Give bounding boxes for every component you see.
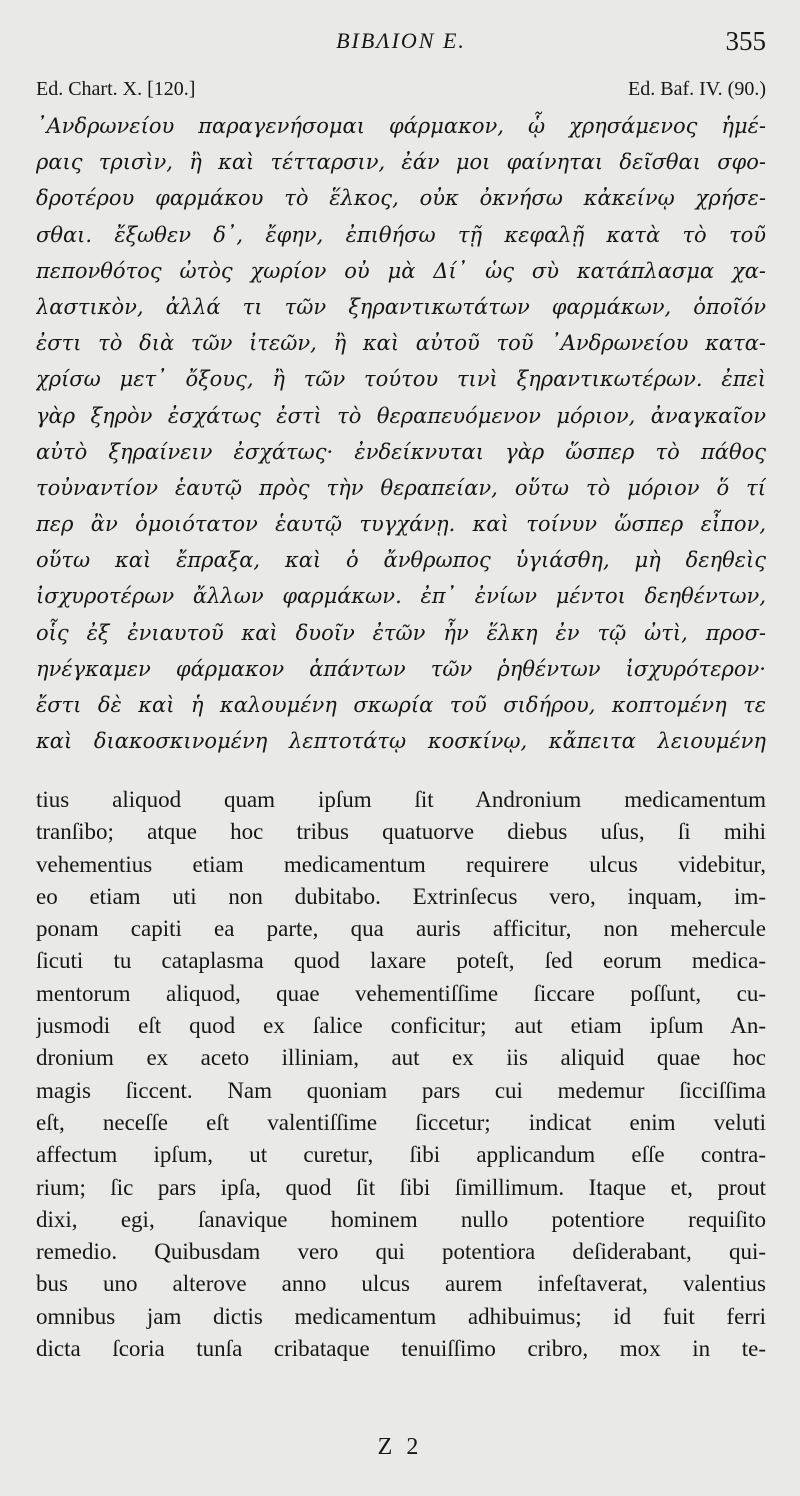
greek-text-line: λαστικὸν, ἀλλά τι τῶν ξηραντικωτάτων φαρμάκων, ὁποῖόν bbox=[36, 294, 766, 319]
greek-text-line: ἐστι τὸ διὰ τῶν ἰτεῶν, ἢ καὶ αὐτοῦ τοῦ ᾿Ανδρωνείου κατα- bbox=[36, 331, 766, 356]
greek-text-line: ραις τρισὶν, ἢ καὶ τέτταρσιν, ἐάν μοι φαίνηται δεῖσθαι σφο- bbox=[36, 150, 766, 175]
printer-signature-mark: Z 2 bbox=[377, 1434, 423, 1460]
latin-text-line: eſt, neceſſe eſt valentiſſime ſiccetur; indicat enim veluti bbox=[36, 1109, 766, 1135]
greek-text-line: πεπονθότος ὠτὸς χωρίον οὐ μὰ Δί᾿ ὡς σὺ κατάπλασμα χα- bbox=[36, 258, 766, 283]
latin-text-line: dronium ex aceto illiniam, aut ex iis aliquid quae hoc bbox=[36, 1045, 766, 1071]
latin-text-line: dicta ſcoria tunſa cribataque tenuiſſimo cribro, mox in te- bbox=[36, 1336, 766, 1362]
latin-text-line: ſicuti tu cataplasma quod laxare poteſt, ſed eorum medica- bbox=[36, 948, 766, 974]
greek-text-line: καὶ διακοσκινομένη λεπτοτάτῳ κοσκίνῳ, κἄπειτα λειουμένη bbox=[36, 729, 766, 754]
latin-text-line: magis ſiccent. Nam quoniam pars cui medemur ſicciſſima bbox=[36, 1077, 766, 1103]
running-head bbox=[36, 28, 766, 64]
latin-text-line: bus uno alterove anno ulcus aurem infeſtaverat, valentius bbox=[36, 1271, 766, 1297]
greek-text-block bbox=[36, 108, 766, 759]
edition-basel-reference: Ed. Baf. IV. (90.) bbox=[628, 78, 766, 100]
greek-text-line: γὰρ ξηρὸν ἐσχάτως ἐστὶ τὸ θεραπευόμενον μόριον, ἀναγκαῖον bbox=[36, 403, 766, 428]
greek-text-line: σθαι. ἔξωθεν δ᾿, ἔφην, ἐπιθήσω τῇ κεφαλῇ κατὰ τὸ τοῦ bbox=[36, 222, 766, 247]
latin-text-line: eo etiam uti non dubitabo. Extrinſecus vero, inquam, im- bbox=[36, 883, 766, 909]
greek-text-line: ἰσχυροτέρων ἄλλων φαρμάκων. ἐπ᾿ ἐνίων μέντοι δεηθέντων, bbox=[36, 584, 766, 609]
greek-text-line: χρίσω μετ᾿ ὄξους, ἢ τῶν τούτου τινὶ ξηραντικωτέρων. ἐπεὶ bbox=[36, 367, 766, 392]
edition-chart-reference: Ed. Chart. X. [120.] bbox=[36, 78, 196, 100]
greek-text-line: οὕτω καὶ ἔπραξα, καὶ ὁ ἄνθρωπος ὑγιάσθη, μὴ δεηθεὶς bbox=[36, 548, 766, 573]
greek-text-line: δροτέρου φαρμάκου τὸ ἕλκος, οὐκ ὀκνήσω κἀκείνῳ χρήσε- bbox=[36, 186, 766, 211]
greek-text-line: τοὐναντίον ἑαυτῷ πρὸς τὴν θεραπείαν, οὕτω τὸ μόριον ὅ τί bbox=[36, 475, 766, 500]
greek-text-line: ηνέγκαμεν φάρμακον ἁπάντων τῶν ῥηθέντων ἰσχυρότερον· bbox=[36, 656, 766, 681]
greek-text-line: οἷς ἐξ ἐνιαυτοῦ καὶ δυοῖν ἐτῶν ἦν ἕλκη ἐν τῷ ὠτὶ, προσ- bbox=[36, 620, 766, 645]
running-title: BIBΛΙΟΝ Ε. bbox=[336, 28, 466, 53]
greek-text-line: ἔστι δὲ καὶ ἡ καλουμένη σκωρία τοῦ σιδήρου, κοπτομένη τε bbox=[36, 693, 766, 717]
latin-text-line: ponam capiti ea parte, qua auris afficitur, non mehercule bbox=[36, 916, 766, 942]
edition-references bbox=[36, 78, 766, 108]
latin-text-line: mentorum aliquod, quae vehementiſſime ſiccare poſſunt, cu- bbox=[36, 980, 766, 1006]
greek-text-line: περ ἂν ὁμοιότατον ἑαυτῷ τυγχάνῃ. καὶ τοίνυν ὥσπερ εἶπον, bbox=[36, 512, 766, 537]
latin-text-line: vehementius etiam medicamentum requirere ulcus videbitur, bbox=[36, 851, 766, 877]
latin-text-line: affectum ipſum, ut curetur, ſibi applicandum eſſe contra- bbox=[36, 1142, 766, 1168]
latin-text-line: dixi, egi, ſanavique hominem nullo potentiore requiſito bbox=[36, 1206, 766, 1232]
latin-text-line: tranſibo; atque hoc tribus quatuorve diebus uſus, ſi mihi bbox=[36, 819, 766, 845]
latin-text-block bbox=[36, 784, 766, 1365]
page-number: 355 bbox=[725, 26, 766, 56]
latin-text-line: jusmodi eſt quod ex ſalice conficitur; aut etiam ipſum An- bbox=[36, 1013, 766, 1039]
latin-text-line: tius aliquod quam ipſum ſit Andronium medicamentum bbox=[36, 787, 766, 812]
latin-text-line: remedio. Quibusdam vero qui potentiora deſiderabant, qui- bbox=[36, 1239, 766, 1265]
latin-text-line: omnibus jam dictis medicamentum adhibuimus; id fuit ferri bbox=[36, 1303, 766, 1329]
latin-text-line: rium; ſic pars ipſa, quod ſit ſibi ſimillimum. Itaque et, prout bbox=[36, 1174, 766, 1200]
greek-text-line: ᾿Ανδρωνείου παραγενήσομαι φάρμακον, ᾧ χρησάμενος ἡμέ- bbox=[36, 114, 766, 138]
greek-text-line: αὐτὸ ξηραίνειν ἐσχάτως· ἐνδείκνυται γὰρ ὥσπερ τὸ πάθος bbox=[36, 439, 766, 464]
